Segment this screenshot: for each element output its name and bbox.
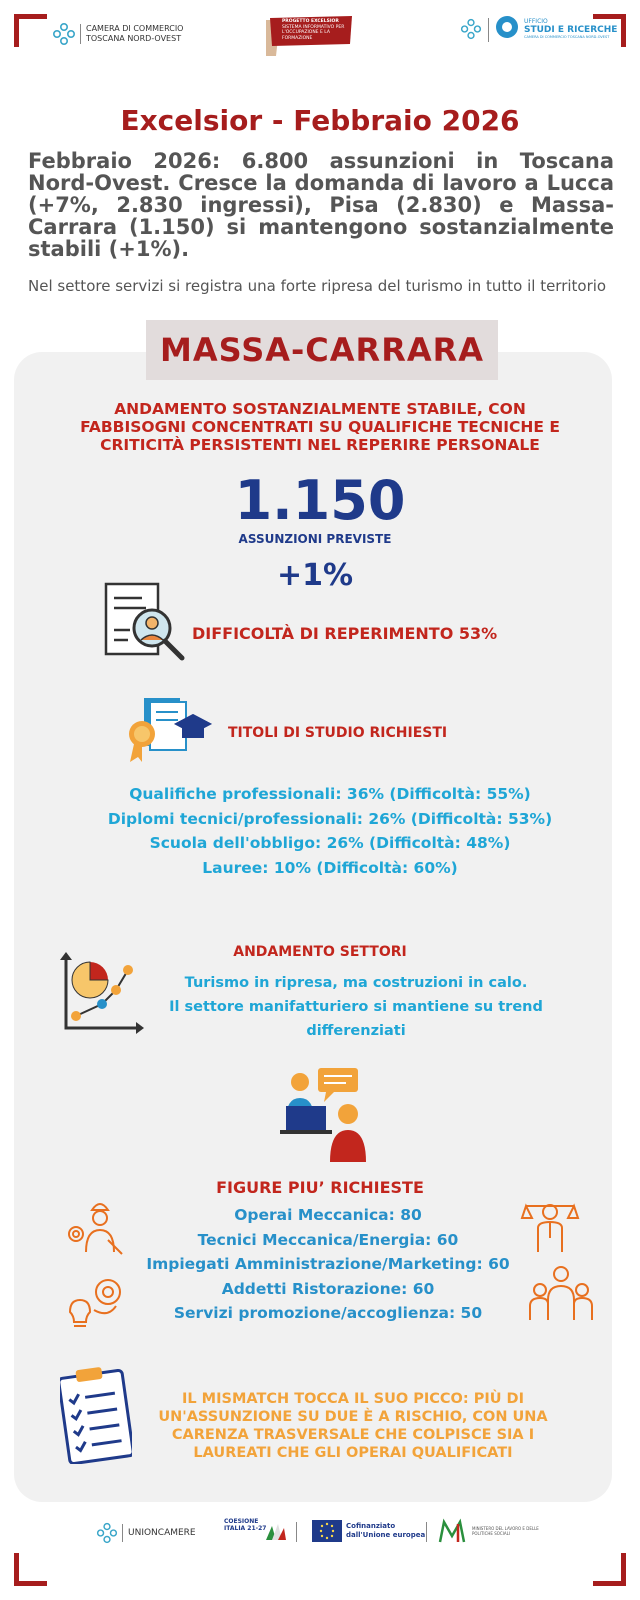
diploma-graduation-icon — [124, 694, 214, 768]
sector-chart-icon — [58, 950, 144, 1040]
corner-bracket-top-left — [14, 14, 47, 47]
header-divider-right — [488, 18, 489, 42]
education-list — [0, 782, 640, 880]
difficulty-label: DIFFICOLTÀ DI REPERIMENTO 53% — [192, 624, 498, 643]
studies-office-name: UFFICIO STUDI E RICERCHE CAMERA DI COMMERCIO TOSCANA NORD-OVEST — [524, 18, 618, 39]
map-pin-icon — [494, 14, 520, 44]
unioncamere-logo-icon — [96, 1522, 118, 1548]
sectors-title: ANDAMENTO SETTORI — [233, 944, 407, 960]
lead-paragraph: Febbraio 2026: 6.800 assunzioni in Toscana Nord-Ovest. Cresce la domanda di lavoro a Lucca (+7%, 2.830 ingressi), Pisa (2.830) e Massa-Carrara (1.150) si mantengono sostanzialmente stabili (+1%). — [28, 149, 614, 261]
coesione-logo: COESIONE ITALIA 21-27 — [224, 1518, 267, 1532]
sectors-description: Turismo in ripresa, ma costruzioni in calo. Il settore manifatturiero si mantiene su trend differenziati — [169, 975, 543, 1039]
coesione-flag-icon — [266, 1522, 286, 1544]
page-title: Excelsior - Febbraio 2026 — [120, 104, 520, 137]
document-search-icon — [102, 580, 186, 666]
province-title: MASSA-CARRARA — [146, 320, 498, 380]
employee-balance-icon — [520, 1196, 580, 1264]
education-item: Scuola dell'obbligo: 26% (Difficoltà: 48%) — [149, 834, 511, 852]
education-item: Diplomi tecnici/professionali: 26% (Difficoltà: 53%) — [107, 809, 553, 828]
lightbulb-gears-icon — [64, 1270, 130, 1338]
mismatch-message: IL MISMATCH TOCCA IL SUO PICCO: PIÙ DI UN'ASSUNZIONE SU DUE È A RISCHIO, CON UNA CARENZA TRASVERSALE CHE COLPISCE SIA I LAUREATI CHE GLI OPERAI QUALIFICATI — [158, 1391, 548, 1461]
hires-label: ASSUNZIONI PREVISTE — [238, 532, 392, 546]
studies-logo — [460, 18, 482, 44]
figure-item: Servizi promozione/accoglienza: 50 — [173, 1304, 483, 1322]
chamber-logo — [52, 22, 76, 50]
subtitle-paragraph: Nel settore servizi si registra una forte ripresa del turismo in tutto il territorio — [28, 277, 607, 295]
figures-title: FIGURE PIU’ RICHIESTE — [216, 1178, 424, 1197]
chamber-small-logo-icon — [460, 18, 482, 40]
figure-item: Tecnici Meccanica/Energia: 60 — [197, 1230, 459, 1249]
chamber-logo-icon — [52, 22, 76, 46]
eu-cofinancing-label: Cofinanziato dall'Unione europea — [346, 1522, 426, 1539]
ministry-name: MINISTERO DEL LAVORO E DELLE POLITICHE SOCIALI — [472, 1526, 539, 1536]
header-divider — [80, 24, 81, 44]
unioncamere-label: UNIONCAMERE — [128, 1528, 196, 1538]
eu-flag-icon — [312, 1520, 342, 1542]
hires-value: 1.150 — [234, 469, 406, 532]
footer-divider — [122, 1524, 123, 1542]
project-excelsior-badge: PROGETTO EXCELSIOR SISTEMA INFORMATIVO PER L'OCCUPAZIONE E LA FORMAZIONE — [262, 14, 354, 60]
education-title: TITOLI DI STUDIO RICHIESTI — [228, 725, 448, 741]
province-headline: ANDAMENTO SOSTANZIALMENTE STABILE, CON FABBISOGNI CONCENTRATI SU QUALIFICHE TECNICHE E CRITICITÀ PERSISTENTI NEL REPERIRE PERSONALE — [80, 400, 560, 454]
education-item: Qualifiche professionali: 36% (Difficoltà: 55%) — [129, 785, 531, 803]
people-meeting-icon — [278, 1064, 374, 1168]
checklist-clipboard-icon — [60, 1364, 132, 1468]
footer-divider — [426, 1522, 427, 1542]
footer-divider — [296, 1522, 297, 1542]
team-people-icon — [528, 1264, 594, 1330]
figure-item: Operai Meccanica: 80 — [234, 1206, 422, 1224]
figure-item: Addetti Ristorazione: 60 — [221, 1279, 435, 1298]
worker-gears-icon — [64, 1196, 128, 1264]
education-item: Lauree: 10% (Difficoltà: 60%) — [202, 858, 458, 877]
chamber-name: CAMERA DI COMMERCIO TOSCANA NORD-OVEST — [86, 24, 184, 43]
corner-bracket-bottom-left — [14, 1553, 47, 1586]
ministry-logo-icon — [438, 1518, 468, 1548]
figure-item: Impiegati Amministrazione/Marketing: 60 — [146, 1255, 510, 1273]
hires-change: +1% — [276, 558, 354, 593]
corner-bracket-bottom-right — [593, 1553, 626, 1586]
